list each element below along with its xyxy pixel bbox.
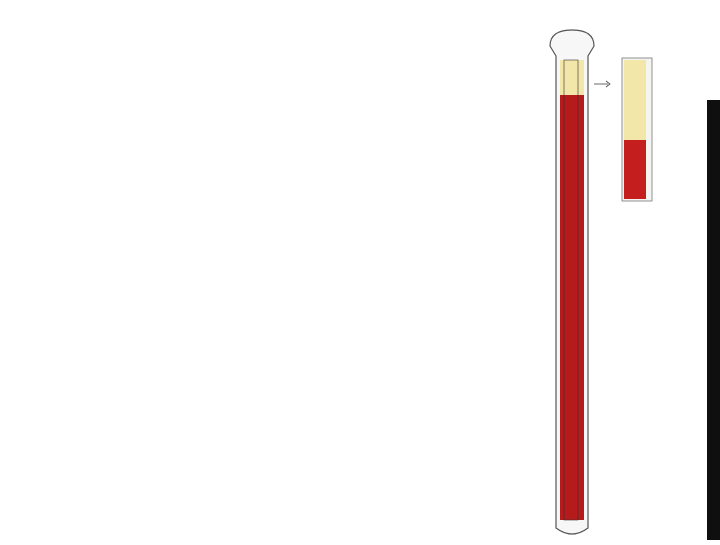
- right-edge-bar: [707, 100, 720, 540]
- esr-tube-figure: [520, 28, 706, 540]
- esr-tube-illustration: [520, 28, 706, 540]
- gauge-blood-fill: [624, 140, 646, 199]
- tube-plasma-fill: [560, 60, 584, 95]
- tube-blood-fill: [560, 95, 584, 520]
- gauge-plasma-fill: [624, 60, 646, 140]
